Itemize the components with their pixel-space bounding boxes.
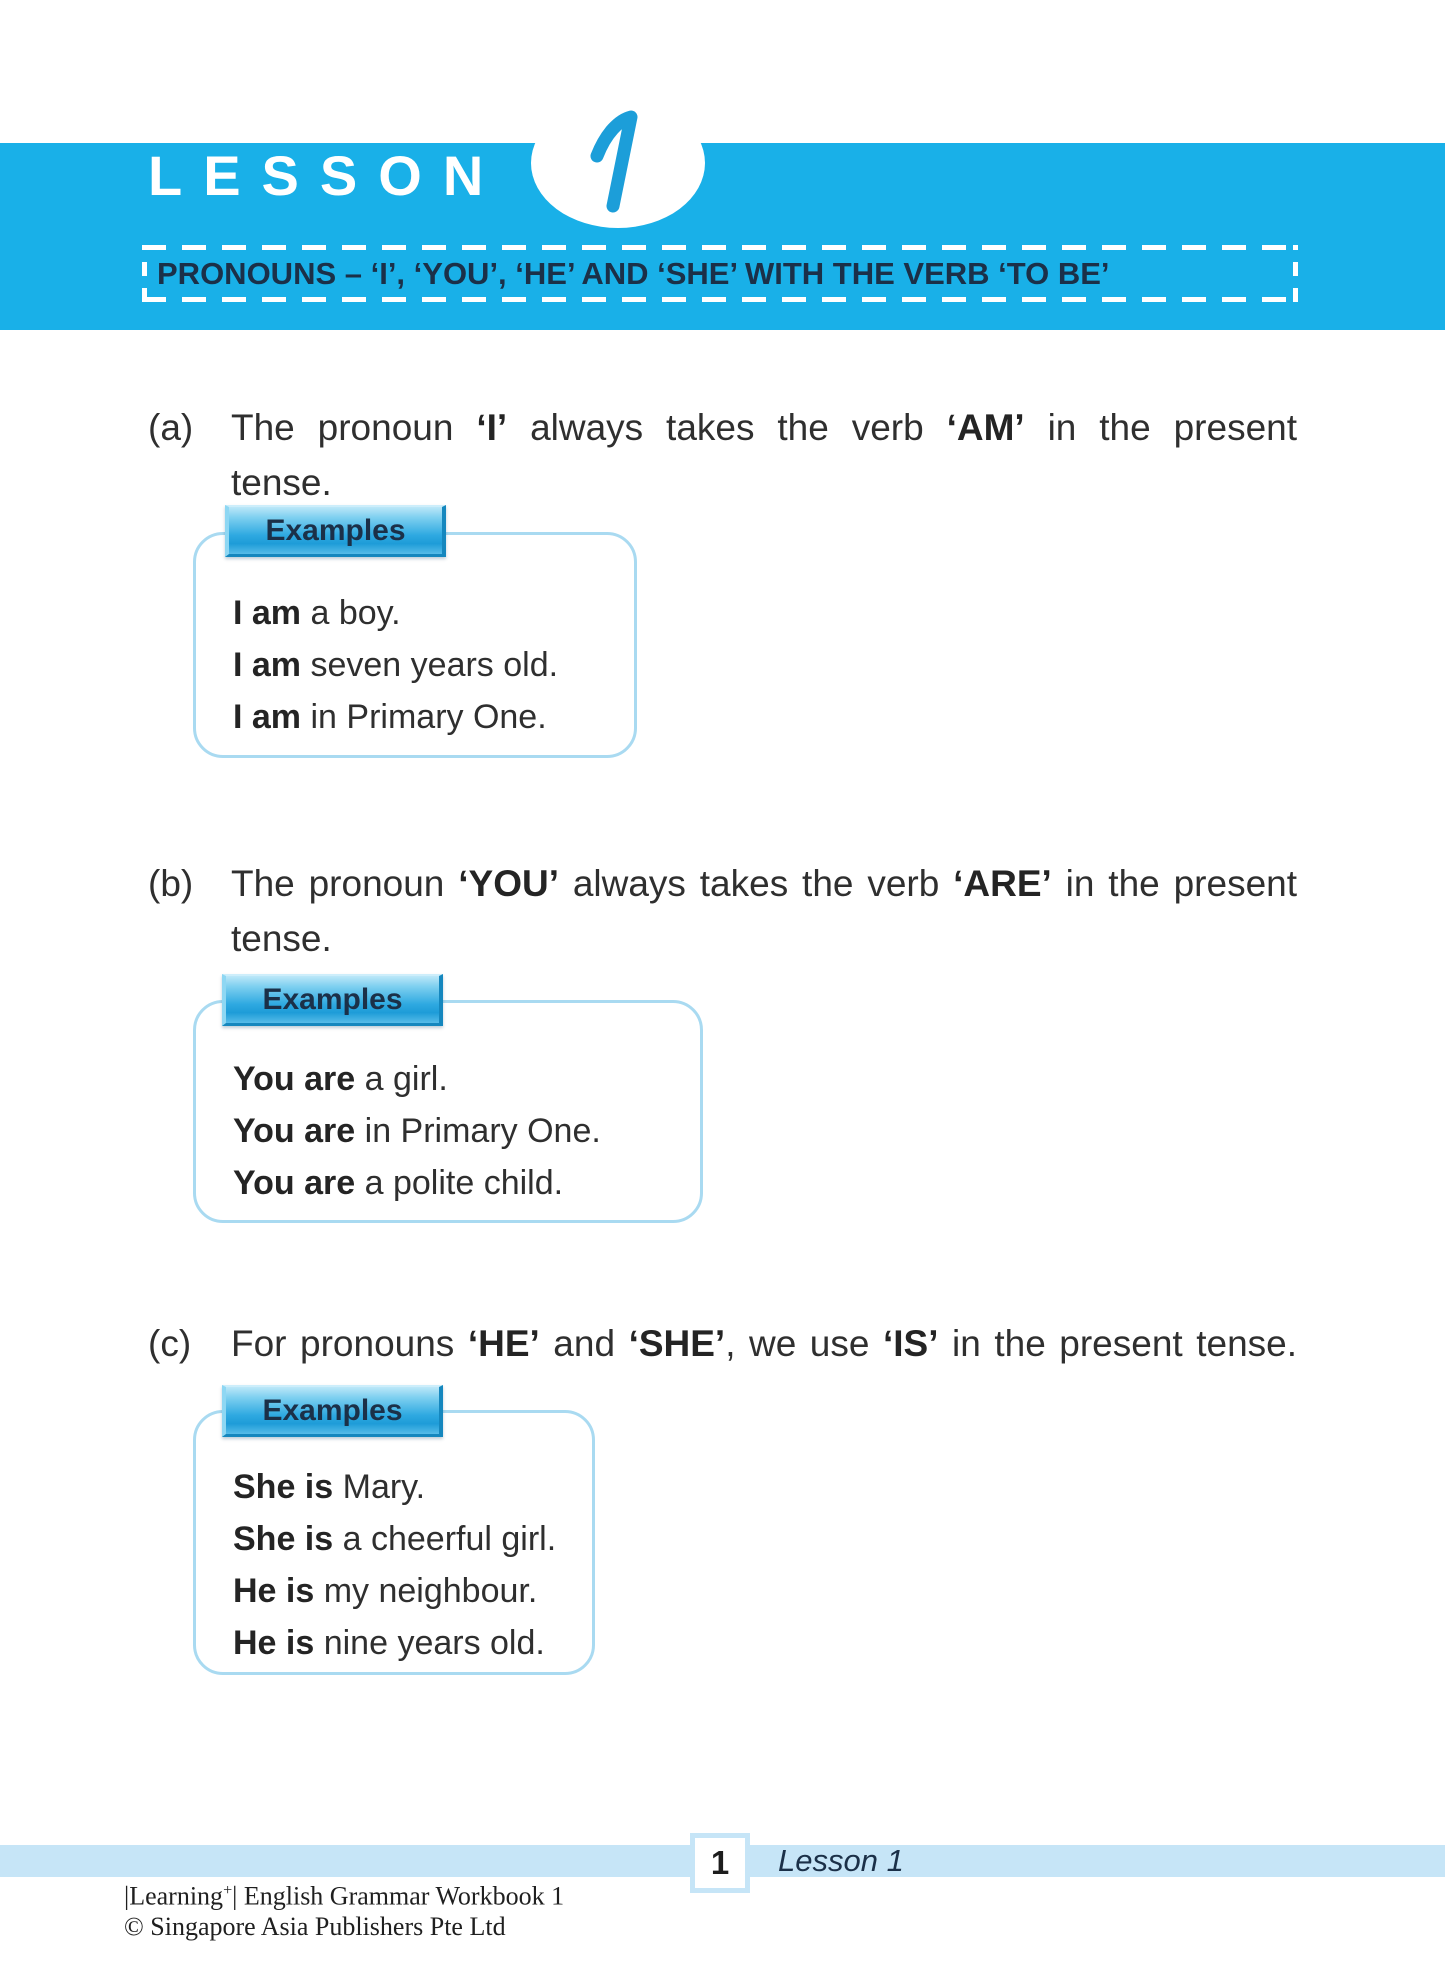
lesson-reference: Lesson 1 <box>778 1843 904 1878</box>
examples-box-c <box>193 1410 595 1675</box>
imprint <box>124 1876 564 1942</box>
example-sentence: He is my neighbour. <box>233 1572 538 1610</box>
example-sentence: He is nine years old. <box>233 1624 545 1662</box>
examples-body-a <box>196 535 634 743</box>
example-sentence: I am a boy. <box>233 594 401 632</box>
examples-badge-c: Examples <box>222 1385 443 1437</box>
section-b-text <box>231 856 1297 966</box>
imprint-line2: © Singapore Asia Publishers Pte Ltd <box>124 1911 506 1941</box>
example-sentence: She is Mary. <box>233 1468 426 1506</box>
lesson-title-box <box>142 245 1298 302</box>
examples-body-c <box>196 1413 592 1669</box>
examples-badge-a: Examples <box>225 505 446 557</box>
examples-badge-b: Examples <box>222 974 443 1026</box>
section-a-label: (a) <box>148 407 194 448</box>
examples-box-b <box>193 1000 703 1223</box>
section-c-label: (c) <box>148 1323 192 1364</box>
examples-body-b <box>196 1003 700 1209</box>
example-sentence: You are a girl. <box>233 1060 448 1098</box>
example-sentence: You are in Primary One. <box>233 1112 601 1150</box>
lesson-word: LESSON <box>148 144 505 207</box>
section-a-line1: The pronoun ‘I’ always takes the verb ‘AM’ in the present <box>231 407 1298 448</box>
section-c-line1: For pronouns ‘HE’ and ‘SHE’, we use ‘IS’ in the present tense. <box>231 1323 1298 1364</box>
section-c-text <box>231 1316 1297 1371</box>
numeral-1-icon <box>583 110 647 214</box>
example-sentence: I am seven years old. <box>233 646 559 684</box>
imprint-line1: |Learning+| English Grammar Workbook 1 <box>124 1881 565 1911</box>
page-number-box: 1 <box>690 1833 750 1893</box>
section-b-label: (b) <box>148 863 194 904</box>
lesson-number-badge <box>531 98 705 228</box>
examples-box-a <box>193 532 637 758</box>
example-sentence: I am in Primary One. <box>233 698 547 736</box>
section-b-line2: tense. <box>231 918 332 959</box>
lesson-title: PRONOUNS – ‘I’, ‘YOU’, ‘HE’ AND ‘SHE’ WITH THE VERB ‘TO BE’ <box>157 255 1110 291</box>
example-sentence: You are a polite child. <box>233 1164 564 1202</box>
example-sentence: She is a cheerful girl. <box>233 1520 557 1558</box>
section-b-line1: The pronoun ‘YOU’ always takes the verb ‘ARE’ in the present <box>231 863 1297 904</box>
section-a-text <box>231 400 1297 510</box>
section-a-line2: tense. <box>231 462 332 503</box>
